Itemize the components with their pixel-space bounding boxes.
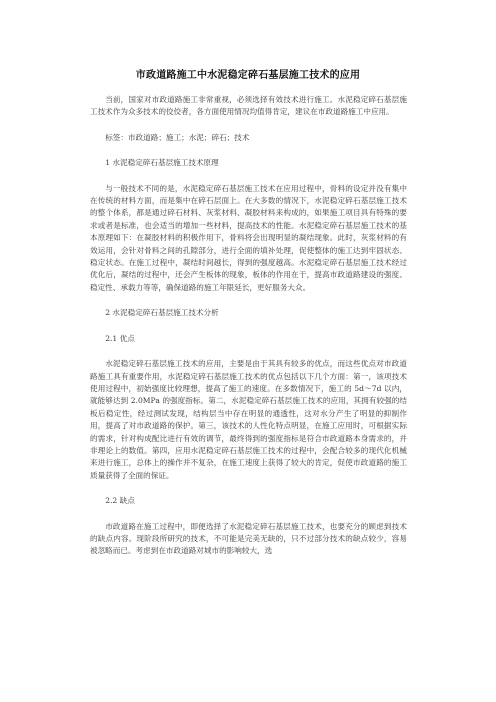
section-2-2-paragraph: 市政道路在施工过程中，即便选择了水泥稳定碎石基层施工技术，也要充分的顾虑到技术的缺点内容。现阶段所研究的技术，不可能是完美无缺的，只不过部分技术的缺点较少，容易被忽略而已。考虑到在市政道路对城市的影响较大，选 xyxy=(90,521,407,556)
keywords-line: 标签：市政道路；施工；水泥；碎石；技术 xyxy=(105,132,250,142)
document-title: 市政道路施工中水泥稳定碎石基层施工技术的应用 xyxy=(135,70,361,81)
section-2-heading: 2 水泥稳定碎石基层施工技术分析 xyxy=(105,308,219,318)
section-2-2-heading: 2.2 缺点 xyxy=(105,496,135,506)
section-1-heading: 1 水泥稳定碎石基层施工技术原理 xyxy=(105,158,219,168)
section-1-paragraph: 与一般技术不同的是，水泥稳定碎石基层施工技术在应用过程中，骨料的设定并没有集中在传统的材料方面，而是集中在碎石层面上。在大多数的情况下，水泥稳定碎石基层施工技术的整个体系，都是通过碎石材料、灰浆材料、凝胶材料来构成的，如果施工项目具有特殊的要求或者是标准，也会适当的增加一些材料，提高技术的性能。水泥稳定碎石基层施工技术的基本原理如下：在凝胶材料的积极作用下，骨料将会出现明显的凝结现象。此时，灰浆材料的有效运用，会针对骨料之间的孔隙部分，进行全面的填补处理，促使整体的施工达到牢固状态、稳定状态。在施工过程中，凝结时间越长，得到的强度越高。水泥稳定碎石基层施工技术经过优化后，凝结的过程中，还会产生板体的现象，板体的作用在于，提高市政道路建设的强度、稳定性、承载力等等，确保道路的施工年限延长，更好服务大众。 xyxy=(90,183,407,292)
article-body xyxy=(90,94,407,558)
section-2-1-paragraph: 水泥稳定碎石基层施工技术的应用，主要是由于其具有较多的优点，而这些优点对市政道路施工具有重要作用，水泥稳定碎石基层施工技术的优点包括以下几个方面：第一，该项技术使用过程中，初始强度比较理想，提高了施工的速度。在多数情况下，施工的 5d～7d 以内，就能够达到 2.0MPa 的强度指标。第二，水泥稳定碎石基层施工技术的应用，其拥有较强的结板后稳定性，经过测试发现，结构层当中存在明显的通透性，这对水分产生了明显的抑制作用，提高了对市政道路的保护。第三，该技术的人性化特点明显，在施工应用时，可根据实际的需求，针对构成配比进行有效的调节，最终得到的强度指标是符合市政道路本身需求的，并非理论上的数值。第四，应用水泥稳定碎石基层施工技术的过程中，会配合较多的现代化机械来进行施工，总体上的操作并不复杂，在施工速度上获得了较大的肯定，促使市政道路的施工质量获得了全面的保证。 xyxy=(90,359,407,480)
section-2-1-heading: 2.1 优点 xyxy=(105,333,135,343)
abstract-paragraph: 当前，国家对市政道路施工非常重视，必须选择有效技术进行施工。水泥稳定碎石基层施工技术作为众多技术的佼佼者，各方面使用情况均值得肯定，建议在市政道路施工中应用。 xyxy=(90,95,407,117)
